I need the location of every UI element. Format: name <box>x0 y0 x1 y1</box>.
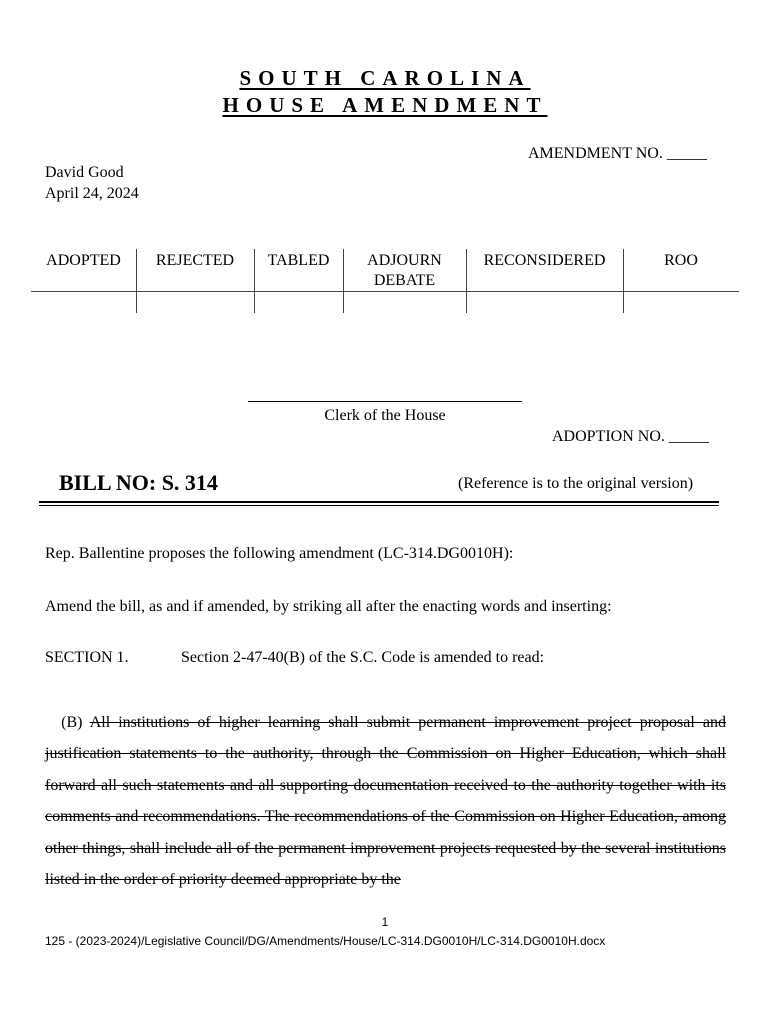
column-adjourn-debate <box>343 251 466 291</box>
column-tabled: TABLED <box>267 252 330 269</box>
amendment-intro: Rep. Ballentine proposes the following amendment (LC-314.DG0010H): <box>45 545 514 562</box>
column-debate-label: DEBATE <box>373 272 436 289</box>
stricken-text: All institutions of higher learning shall submit permanent improvement project proposal and justification statements to the authority, through the Commission on Higher Education, which shall forward all such statements and all supporting documentation received to the authority together with its comments and recommendations. The recommendations of the Commission on Higher Education, among other things, shall include all of the permanent improvement projects requested by the several institutions listed in the order of priority deemed appropriate by the <box>45 714 727 889</box>
column-adopted: ADOPTED <box>46 252 121 269</box>
section-text: Section 2-47-40(B) of the S.C. Code is amended to read: <box>181 649 545 666</box>
column-adjourn-label: ADJOURN <box>367 252 442 269</box>
double-rule-top <box>39 501 719 503</box>
amendment-instruction: Amend the bill, as and if amended, by striking all after the enacting words and inserting: <box>45 598 612 615</box>
title-line-1: SOUTH CAROLINA <box>239 66 531 90</box>
title-line-2: HOUSE AMENDMENT <box>222 93 548 117</box>
subsection-label: (B) <box>61 714 83 731</box>
page-number: 1 <box>381 915 389 929</box>
column-rejected: REJECTED <box>155 252 235 269</box>
bill-number: BILL NO: S. 314 <box>59 470 218 495</box>
author-name: David Good <box>45 164 124 181</box>
table-divider <box>31 291 739 292</box>
amendment-number: AMENDMENT NO. _____ <box>528 145 707 162</box>
vote-status-table <box>31 249 739 313</box>
clerk-label: Clerk of the House <box>324 407 446 424</box>
adoption-number: ADOPTION NO. _____ <box>552 428 709 445</box>
amendment-date: April 24, 2024 <box>45 185 139 202</box>
column-roo: ROO <box>664 252 698 269</box>
double-rule-bottom <box>39 505 719 506</box>
struck-subsection-text <box>45 707 726 895</box>
bill-reference-note: (Reference is to the original version) <box>458 475 694 492</box>
clerk-signature-line <box>248 401 522 402</box>
document-path-footer: 125 - (2023-2024)/Legislative Council/DG/Amendments/House/LC-314.DG0010H/LC-314.DG0010H.docx <box>45 934 606 948</box>
column-reconsidered: RECONSIDERED <box>483 252 606 269</box>
section-label: SECTION 1. <box>45 649 129 666</box>
